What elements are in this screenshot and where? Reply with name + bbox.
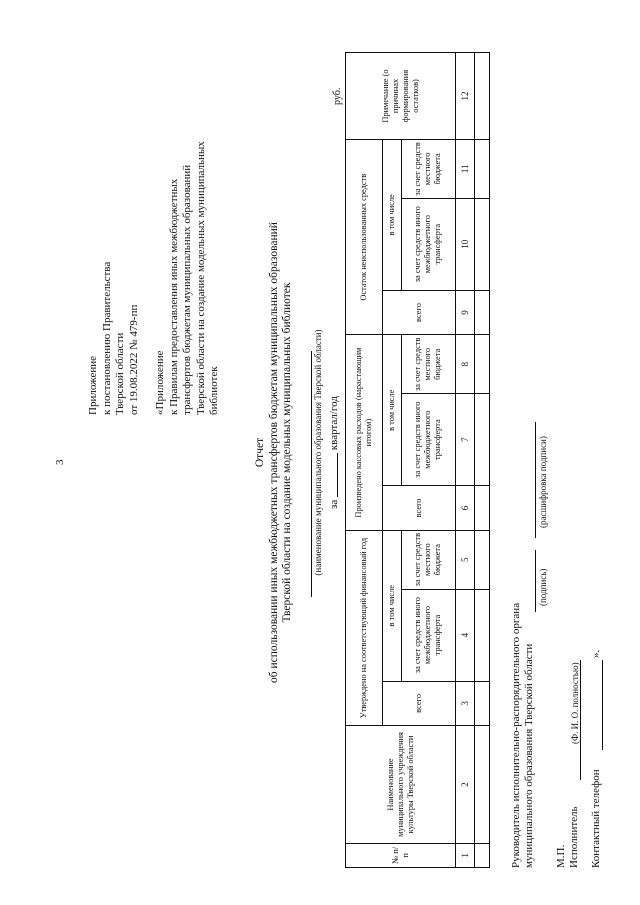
decoding-caption: (расшифровка подписи)	[538, 436, 548, 528]
header-including: в том числе	[382, 335, 401, 486]
rules-line: Тверской области на создание модельных муниципальных	[194, 141, 207, 415]
appendix-header	[87, 262, 141, 415]
column-number: 4	[456, 589, 475, 681]
phone-label: Контактный телефон	[590, 769, 602, 868]
header-including: в том числе	[382, 139, 401, 290]
currency-unit: руб.	[332, 87, 343, 105]
column-number: 7	[456, 394, 475, 486]
table-cell-empty	[475, 198, 490, 290]
header-total: всего	[382, 290, 455, 335]
column-number: 6	[456, 486, 475, 531]
column-number: 3	[456, 681, 475, 726]
phone-underline	[602, 660, 603, 750]
table-cell-empty	[475, 726, 490, 844]
header-total: всего	[382, 486, 455, 531]
head-title: Руководитель исполнительно-распорядительного органа	[510, 602, 522, 868]
page-number: 3	[54, 459, 66, 465]
rules-line: библиотек	[208, 366, 220, 415]
table-cell-empty	[475, 53, 490, 140]
header-other-transfer: за счет средств иного межбюджетного трансферта	[401, 198, 455, 290]
table-cell-empty	[475, 290, 490, 335]
table-cell-empty	[475, 843, 490, 867]
stamp-mark: М.П.	[555, 844, 567, 868]
header-number: № п/п	[346, 843, 456, 867]
signature-caption: (подпись)	[538, 568, 548, 606]
appendix-line: от 19.08.2022 № 479-пп	[127, 304, 140, 415]
rules-line: трансфертов бюджетам муниципальных образований	[181, 164, 193, 415]
header-approved: Утверждено на соответствующий финансовый год	[346, 530, 383, 725]
table-cell-empty	[475, 139, 490, 198]
report-period	[327, 0, 340, 905]
period-suffix: квартал/год	[328, 396, 340, 451]
decoding-underline	[535, 422, 536, 538]
report-title-word: Отчет	[254, 437, 266, 468]
municipality-caption: (наименование муниципального образования Тверской области)	[313, 329, 323, 576]
header-remaining: Остаток неиспользованных средств	[346, 139, 383, 334]
head-title-cont: муниципального образования Тверской области	[523, 643, 535, 868]
header-including: в том числе	[382, 530, 401, 681]
header-other-transfer: за счет средств иного межбюджетного трансферта	[401, 589, 455, 681]
header-local-budget: за счет средств местного бюджета	[401, 335, 455, 394]
table-cell-empty	[475, 394, 490, 486]
period-blank	[327, 453, 338, 497]
report-title-line: Тверской области на создание модельных муниципальных библиотек	[281, 282, 293, 623]
header-spent: Произведено кассовых расходов (нарастающим итогом)	[346, 335, 383, 530]
header-note: Примечание (о причинах формирования остатков)	[346, 53, 456, 140]
column-number: 5	[456, 530, 475, 589]
header-local-budget: за счет средств местного бюджета	[401, 139, 455, 198]
executor-line	[568, 603, 590, 868]
head-signature-line	[523, 436, 549, 868]
report-table	[345, 52, 490, 868]
rules-line: к Правилам предоставления иных межбюджетных	[167, 178, 180, 415]
phone-line	[590, 603, 603, 868]
rules-appendix-header	[154, 141, 222, 415]
appendix-line: к постановлению Правительства	[100, 261, 113, 415]
report-title	[254, 0, 295, 905]
column-number: 9	[456, 290, 475, 335]
header-local-budget: за счет средств местного бюджета	[401, 530, 455, 589]
executor-label: Исполнитель	[568, 806, 580, 868]
head-title-line	[510, 603, 523, 868]
column-number: 8	[456, 335, 475, 394]
executor-caption: (Ф. И. О. полностью)	[570, 662, 580, 744]
table-cell-empty	[475, 681, 490, 726]
stamp-line	[555, 603, 568, 868]
header-institution-name: Наименование муниципального учреждения культуры Тверской области	[346, 726, 456, 844]
period-prefix: за	[328, 499, 340, 509]
header-total: всего	[382, 681, 455, 726]
municipality-underline	[311, 351, 312, 597]
column-number: 10	[456, 198, 475, 290]
rules-line: «Приложение	[154, 350, 166, 415]
header-other-transfer: за счет средств иного межбюджетного трансферта	[401, 394, 455, 486]
table-cell-empty	[475, 335, 490, 394]
column-number: 2	[456, 726, 475, 844]
column-number: 11	[456, 139, 475, 198]
closing-quote: ».	[590, 649, 602, 658]
appendix-line: Тверской области	[114, 332, 126, 415]
column-number: 1	[456, 843, 475, 867]
signature-block	[510, 436, 603, 868]
column-number: 12	[456, 53, 475, 140]
table-cell-empty	[475, 589, 490, 681]
appendix-line: Приложение	[87, 355, 99, 415]
report-title-line: об использовании иных межбюджетных трансфертов бюджетам муниципальных образований	[267, 222, 280, 683]
table-cell-empty	[475, 486, 490, 531]
table-cell-empty	[475, 530, 490, 589]
signature-underline	[535, 550, 536, 612]
